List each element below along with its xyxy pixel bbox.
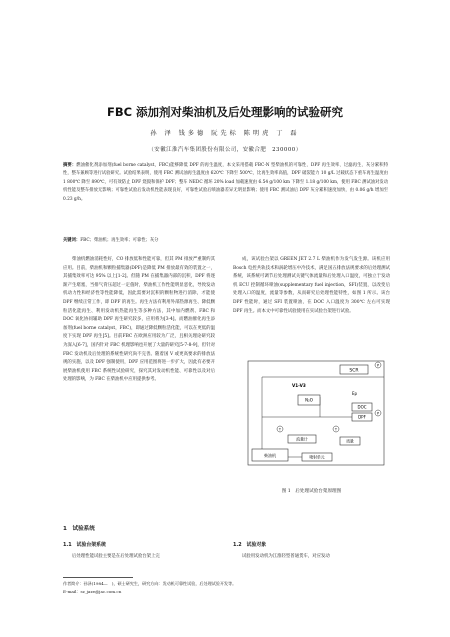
abstract [63, 162, 388, 204]
n2o-label: N₂O [305, 397, 313, 403]
subsection-heading-1-2: 1.2 试验对象 [233, 542, 267, 548]
keywords [63, 237, 388, 243]
scr-label: SCR [349, 368, 359, 374]
paper-title: FBC 添加剂对柴油机及后处理影响的试验研究 [106, 105, 344, 119]
doc-label: DOC [357, 404, 367, 410]
footnote-rule [63, 577, 133, 578]
subsection-heading-1-1: 1.1 试验台架系统 [63, 542, 106, 548]
author-list: 孙 泽 钱多德 阮先标 陈明虎 丁 磊 [150, 130, 300, 137]
keywords-text: FBC；柴油机；再生效率；可靠性；灰分 [80, 238, 159, 243]
injection-unit-label: 喷射单元 [309, 454, 325, 460]
subsection-text-1-1: 后处理性能试验主要是在后处理试验台架上完 [72, 554, 160, 559]
ep-label: Ep [352, 391, 358, 396]
bench-paragraph: 成，该试验台架以 GREEN JET 2.7 L 柴油机作为发气发生源。该机应用 Bosch 电控共轨技术和涡轮增压中冷技术，满足国五排放法规要求的后处理测试系统，该系统可调节后处理测试关键气体流量和后处理入口温度，可独立于发动机 ECU 控制循环喷油(supplementary fuel injection，SFI)装置，以改变后处理入口的温度，流量等参数，从而研究后处理性能特性，如图 1 所示。该台 DPF 性能时，通过 SFI 装置喷油，在 DOC 入口温度为 300℃ 左右可实现 DPF 再生。而本文中可靠性试验使用在实试验台架进行试验。 [233, 257, 390, 314]
subsection-text-1-2: 试验用发动机为江淮轻型普通货车，对应发动 [242, 554, 330, 559]
abstract-text: 燃油催化剂添加剂(fuel borne catalyst，FBC)能够降低 DPF 的再生温度，本文采用搭载 FBC-N 型柴油机的可靠性、DPF 再生效率、过滤再生、灰分累积特性，整车兼顾等进行试验研究。试验结果表明，使用 FBC 测试油再生温度由 620℃ 下降至 500℃，比再生效率高值，DPF 破裂能力 10 g/L 过载状态下重车再生温度由 1 800℃ 降至 890℃，可有效防止 DPF 烧毁和保护 DPF；整车 NEDC 循环 20% load 加载速度由 6.54 g/100 km 下降至 1.18 g/100 km，使用 FBC 测试油对发动机性能及整车排放无影响；可靠性试验后发动机性能表现良好，可靠性试验后喷油器差异无明显影响；使用 FBC 测试油后 DPF 灰分累积速度加快，由 0.06 g/h 增加至 0.23 g/h。 [63, 163, 388, 202]
author-email[interactable]: E-mail：sz_jaze@jac.com.cn [63, 588, 122, 594]
section-heading-1: 1 试验系统 [63, 526, 95, 532]
author-bio: 作者简介：孙泽(1984— )，硕士研究生，研究方向：发动机可靠性试验，后处理试验开发等。 [63, 581, 237, 586]
valve-label: V1-V3 [292, 383, 306, 388]
mass-label: 质量 [346, 438, 354, 444]
intro-paragraph: 柴油机燃油消耗性好，CO 排放低和性能可靠，但其 PM 排放严重制约其应用。目前，柴油机和颗粒捕集器(DPF)是降低 PM 排放最有效的装置之一，其捕集效率可达 95% 以上[1-2]。但随 PM 在捕集器内部的沉积，DPF 将逐渐产生堵塞，当排气背压超过一定值时，柴油机工作性能明显恶化，导致发动机动力性和经济性等性能降低，因此需要对沉积的颗粒物进行消除，才能使 DPF 继续正常工作，即 DPF 的再生。再生方法有利用外部热源再生、降低颗粒活化能再生、利用发动机热能再生等多种方法，其中加内燃剂、FBC 和 DOC 氧化协同辅助 DPF 再生研究较多，应用将为[3-4]。而燃油催化再生添加剂(fuel borne catalyst，FBC)，即通过降低颗粒活化能，可以在更低的温度下实现 DPF 再生[5]。目前FBC 在欧洲应用较为广泛，且相关理论研究较为深入[6-7]，国内针对 FBC 机理影响也开展了大量的研究[5-7-8-9]，但针对 FBC 发动机及后处理的系统性研究尚不完善。随着国 V 或更高要求的排放法规的实施，以及 DPF 强制使用，DPF 应用范围将进一步扩大，因此有必要开展柴油机使用 FBC 系统性试验研究，探究其对发动机性能、可靠性以及对后处理的影响，为 FBC 在柴油机中应用提供参考。 [63, 257, 215, 383]
affiliation: （安徽江淮汽车集团股份有限公司，安徽合肥 230000） [148, 147, 302, 153]
footnote [63, 580, 393, 595]
engine-label: 柴油机 [264, 452, 276, 458]
pressure-label-top: P [376, 363, 380, 368]
keywords-label: 关键词： [63, 238, 81, 243]
abstract-label: 摘要： [63, 163, 77, 168]
temp-label-1: T [278, 427, 282, 432]
figure-caption: 图 1 后处理试验台架原理图 [281, 489, 342, 494]
right-column [233, 256, 390, 316]
test-bench-diagram [240, 357, 390, 480]
flowmeter-label: 流量计 [296, 436, 308, 442]
dpf-label: DPF [358, 414, 366, 420]
left-column [63, 256, 215, 385]
pressure-label-mid: P [376, 411, 380, 416]
temp-label-2: T [334, 427, 338, 432]
